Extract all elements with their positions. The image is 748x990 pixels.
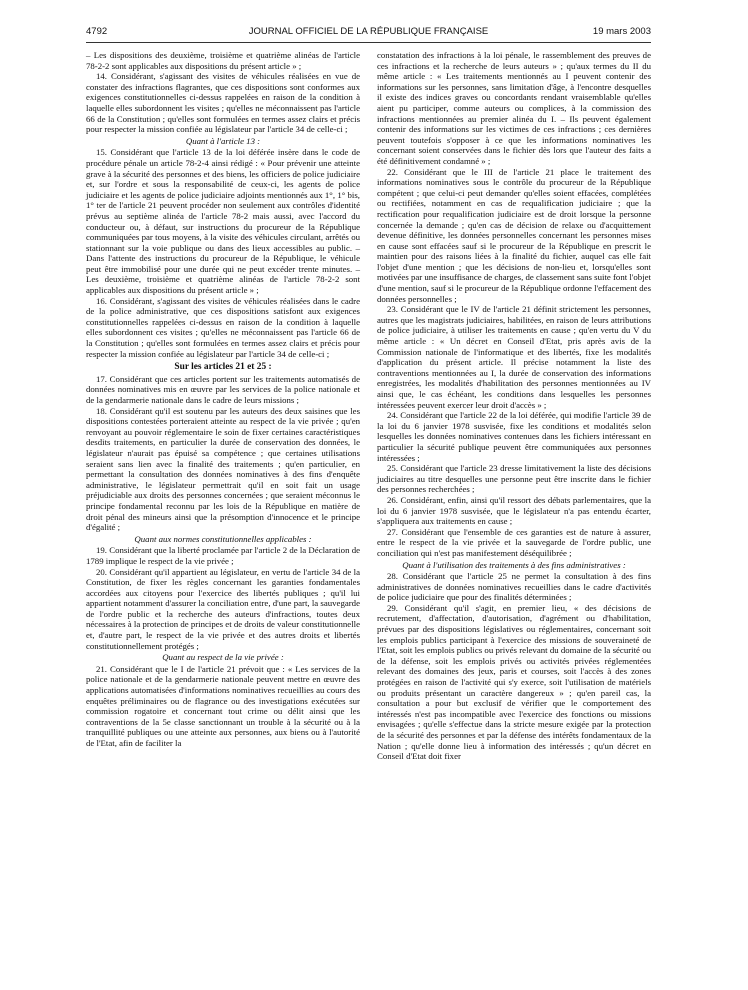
paragraph: 27. Considérant que l'ensemble de ces garanties est de nature à assurer, entre le respect de la vie privée et la sauvegarde de l'ordre public, une conciliation qui n'est pas manifestement déséquilibrée ; bbox=[377, 526, 651, 558]
paragraph: 26. Considérant, enfin, ainsi qu'il ressort des débats parlementaires, que la loi du 6 janvier 1978 susvisée, que le législateur n'a pas entendu écarter, s'appliquera aux traitements en cause ; bbox=[377, 494, 651, 527]
paragraph: 29. Considérant qu'il s'agit, en premier lieu, « des décisions de recrutement, d'affectation, d'autorisation, d'agrément ou d'habilitation, prévues par des dispositions législatives ou réglementaires, concernant soit les emplois publics participant à l'exercice des missions de souveraineté de l'Etat, soit les emplois publics ou privés relevant du domaine de la sécurité ou de la défense, soit les emplois privés ou activités privées réglementées relevant des domaines des jeux, paris et courses, soit l'accès à des zones protégées en raison de l'activité qui s'y exerce, soit l'utilisation de matériels ou produits présentant un caractère dangereux » ; qu'en pareil cas, la consultation a pour but exclusif de vérifier que le comportement des intéressés n'est pas incompatible avec l'exercice des fonctions ou missions envisagées ; qu'elle s'effectue dans la stricte mesure exigée par la protection de la sécurité des personnes et par la défense des intérêts fondamentaux de la Nation ; qu'elle donne lieu à information des intéressés ; qu'un décret en Conseil d'Etat doit fixer bbox=[377, 602, 651, 762]
paragraph: 20. Considérant qu'il appartient au législateur, en vertu de l'article 34 de la Constitution, de fixer les règles concernant les garanties fondamentales accordées aux citoyens pour l'exercice des libertés publiques ; qu'il lui appartient notamment d'assurer la conciliation entre, d'une part, la sauvegarde de l'ordre public et la recherche des auteurs d'infractions, toutes deux nécessaires à la protection de principes et de droits de valeur constitutionnelle et, d'autre part, le respect de la vie privée et des autres droits et libertés constitutionnellement protégés ; bbox=[86, 566, 360, 651]
paragraph-continuation: constatation des infractions à la loi pénale, le rassemblement des preuves de ces infractions et la recherche de leurs auteurs » ; qu'aux termes du II du même article : « Les traitements mentionnés au I peuvent contenir des informations sur les personnes, sans limitation d'âge, à l'encontre desquelles il existe des indices graves ou concordants rendant vraisemblable qu'elles aient pu participer, comme auteurs ou complices, à la commission des infractions mentionnées au premier alinéa du I. – Ils peuvent également contenir des informations sur les victimes de ces infractions ; ces dernières peuvent toutefois s'opposer à ce que les informations nominatives les concernant soient conservées dans le fichier dès lors que l'auteur des faits a été définitivement condamné » ; bbox=[377, 50, 651, 166]
paragraph: 18. Considérant qu'il est soutenu par les auteurs des deux saisines que les dispositions contestées porteraient atteinte au respect de la vie privée ; qu'en renvoyant au pouvoir réglementaire le soin de fixer certaines caractéristiques desdits traitements, en particulier la durée de conservation des données, le législateur n'aurait pas épuisé sa compétence ; que certaines utilisations seraient sans lien avec la finalité des traitements ; qu'en particulier, en permettant la consultation des données nominatives à des fins d'enquête administrative, le législateur permettrait qu'il en soit fait un usage préjudiciable aux droits des personnes concernées ; que seraient méconnus le principe fondamental reconnu par les lois de la République en matière de droit pénal des mineurs ainsi que la présomption d'innocence et le principe d'égalité ; bbox=[86, 405, 360, 533]
page-number: 4792 bbox=[86, 26, 108, 37]
section-subheading: Quant à l'utilisation des traitements à des fins administratives : bbox=[402, 559, 626, 570]
paragraph: 17. Considérant que ces articles portent sur les traitements automatisés de données nominatives mis en œuvre par les services de la police nationale et de la gendarmerie nationale dans le cadre de leurs missions ; bbox=[86, 373, 360, 405]
paragraph: 25. Considérant que l'article 23 dresse limitativement la liste des décisions judiciaires au titre desquelles une personne peut être inscrite dans le fichier des personnes recherchées ; bbox=[377, 463, 651, 495]
paragraph: 15. Considérant que l'article 13 de la loi déférée insère dans le code de procédure pénale un article 78-2-4 ainsi rédigé : « Pour prévenir une atteinte grave à la sécurité des personnes et des biens, les officiers de police judiciaire et, sur l'ordre et sous la responsabilité de ceux-ci, les agents de police judiciaire et les agents de police judiciaire adjoints mentionnés aux 1°, 1° bis, 1° ter de l'article 21 peuvent procéder non seulement aux contrôles d'identité prévus au septième alinéa de l'article 78-2 mais aussi, avec l'accord du conducteur ou, à défaut, sur instructions du procureur de la République communiquées par tous moyens, à la visite des véhicules circulant, arrêtés ou stationnant sur la voie publique ou dans des lieux accessibles au public. – Dans l'attente des instructions du procureur de la République, le véhicule peut être immobilisé pour une durée qui ne peut excéder trente minutes. – Les deuxième, troisième et quatrième alinéas de l'article 78-2-2 sont applicables aux dispositions du présent article » ; bbox=[86, 147, 360, 296]
paragraph: 23. Considérant que le IV de l'article 21 définit strictement les personnes, autres que les magistrats judiciaires, habilitées, en raison de leurs attributions de police judiciaire, à utiliser les traitements en cause ; qu'en vertu du V du même article : « Un décret en Conseil d'Etat, pris après avis de la Commission nationale de l'informatique et des libertés, fixe les modalités d'application du présent article. Il précise notamment la liste des contraventions mentionnées au I, la durée de conservation des informations enregistrées, les modalités d'habilitation des personnes mentionnées au IV ainsi que, le cas échéant, les conditions dans lesquelles les personnes intéressées peuvent exercer leur droit d'accès » ; bbox=[377, 304, 651, 410]
section-subheading: Quant aux normes constitutionnelles applicables : bbox=[134, 533, 312, 544]
paragraph: 28. Considérant que l'article 25 ne permet la consultation à des fins administratives de données nominatives recueillies dans le cadre d'activités de police judiciaire que pour des finalités déterminées ; bbox=[377, 571, 651, 603]
right-column bbox=[377, 50, 651, 762]
paragraph: 14. Considérant, s'agissant des visites de véhicules réalisées en vue de constater des infractions flagrantes, que ces dispositions sont conformes aux exigences constitutionnelles ci-dessus rappelées en raison de la condition à laquelle elles subordonnent les visites ; qu'elles ne méconnaissent pas l'article 66 de la Constitution ; qu'elles sont formulées en termes assez clairs et précis pour respecter la mission confiée au législateur par l'article 34 de celle-ci ; bbox=[86, 71, 360, 135]
section-subheading: Quant à l'article 13 : bbox=[185, 135, 261, 146]
header-rule bbox=[86, 42, 651, 43]
section-heading: Sur les articles 21 et 25 : bbox=[174, 362, 272, 373]
left-column bbox=[86, 50, 360, 749]
paragraph: 22. Considérant que le III de l'article 21 place le traitement des informations nominatives sous le contrôle du procureur de la République compétent ; que celui-ci peut demander qu'elles soient effacées, complétées ou rectifiées, notamment en cas de requalification judiciaire ; que la rectification pour requalification judiciaire est de droit lorsque la personne concernée la demande ; qu'en cas de décision de relaxe ou d'acquittement devenue définitive, les données personnelles concernant les personnes mises en cause sont effacées sauf si le procureur de la République en prescrit le maintien pour des raisons liées à la finalité du fichier, auquel cas elle fait l'objet d'une mention ; que les décisions de non-lieu et, lorsqu'elles sont motivées par une insuffisance de charges, de classement sans suite font l'objet d'une mention, sauf si le procureur de la République ordonne l'effacement des données personnelles ; bbox=[377, 166, 651, 304]
page-header bbox=[86, 26, 651, 40]
paragraph-continuation: – Les dispositions des deuxième, troisième et quatrième alinéas de l'article 78-2-2 sont applicables aux dispositions du présent article » ; bbox=[86, 50, 360, 71]
journal-title: JOURNAL OFFICIEL DE LA RÉPUBLIQUE FRANÇAISE bbox=[248, 26, 489, 37]
paragraph: 24. Considérant que l'article 22 de la loi déférée, qui modifie l'article 39 de la loi du 6 janvier 1978 susvisée, fixe les conditions et modalités selon lesquelles les données nominatives contenues dans les fichiers intéressant en particulier la sécurité publique peuvent être communiquées aux personnes intéressées ; bbox=[377, 410, 651, 463]
publication-date: 19 mars 2003 bbox=[592, 26, 651, 37]
paragraph: 16. Considérant, s'agissant des visites de véhicules réalisées dans le cadre de la police administrative, que ces dispositions satisfont aux exigences constitutionnelles rappelées ci-dessus en raison de la condition à laquelle elles subordonnent ces visites ; qu'elles ne méconnaissent pas l'article 66 de la Constitution ; qu'elles sont formulées en termes assez clairs et précis pour respecter la mission confiée au législateur par l'article 34 de celle-ci ; bbox=[86, 295, 360, 359]
paragraph: 19. Considérant que la liberté proclamée par l'article 2 de la Déclaration de 1789 implique le respect de la vie privée ; bbox=[86, 545, 360, 566]
paragraph: 21. Considérant que le I de l'article 21 prévoit que : « Les services de la police nationale et de la gendarmerie nationale peuvent mettre en œuvre des applications automatisées d'informations nominatives recueillies au cours des enquêtes préliminaires ou de flagrance ou des investigations exécutées sur commission rogatoire et concernant tout crime ou délit ainsi que les contraventions de la 5e classe sanctionnant un trouble à la sécurité ou à la tranquillité publiques ou une atteinte aux personnes, aux biens ou à l'autorité de l'Etat, afin de faciliter la bbox=[86, 663, 360, 748]
section-subheading: Quant au respect de la vie privée : bbox=[162, 652, 284, 663]
